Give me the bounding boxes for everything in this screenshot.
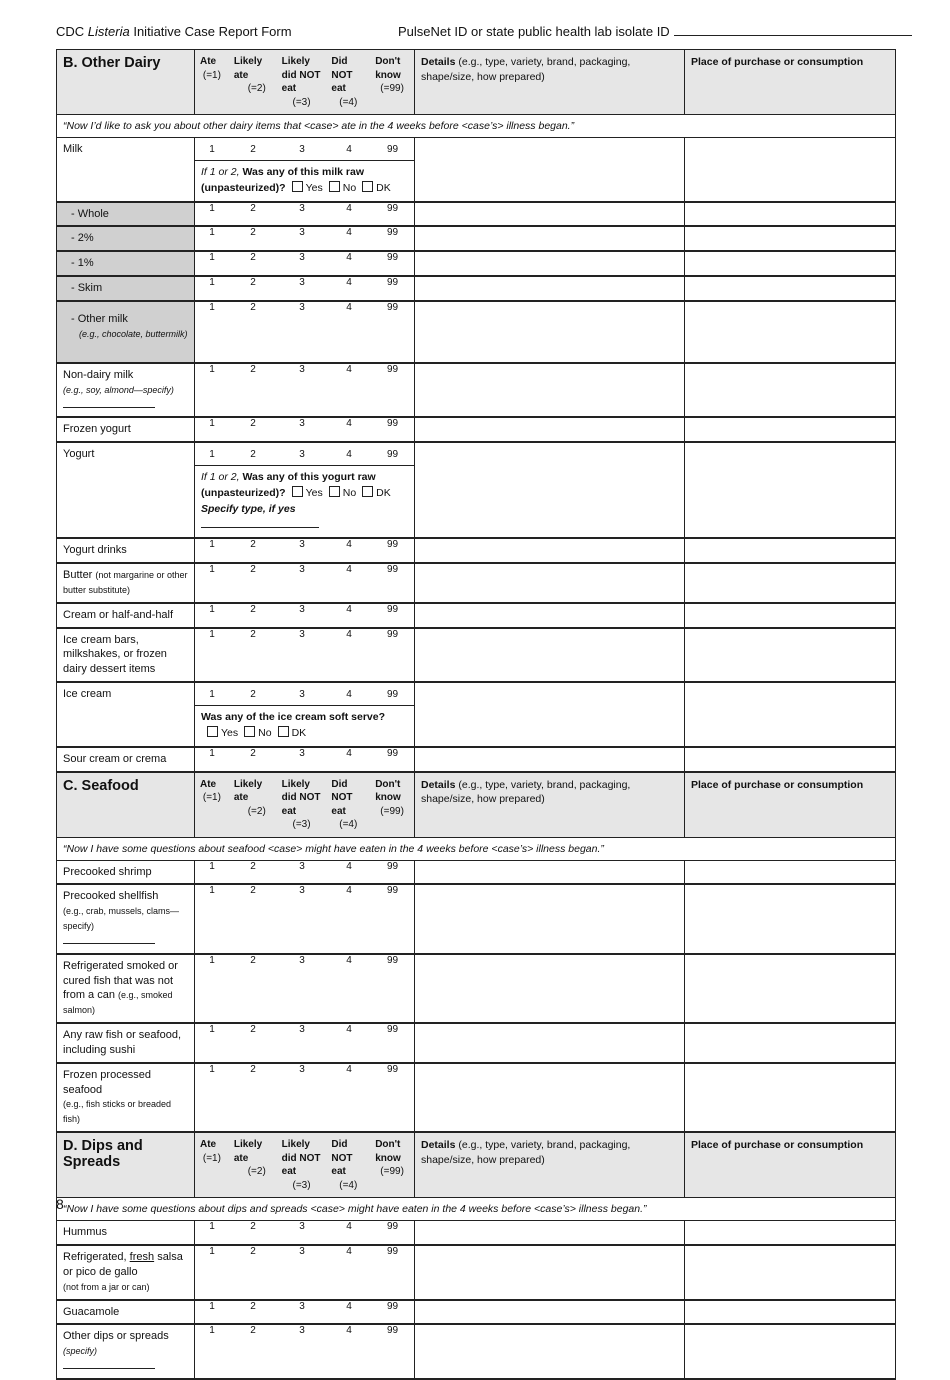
- details-cell[interactable]: [415, 682, 685, 747]
- details-cell[interactable]: [415, 251, 685, 276]
- details-cell[interactable]: [415, 226, 685, 251]
- place-cell[interactable]: [685, 1324, 896, 1379]
- place-cell[interactable]: [685, 884, 896, 953]
- dk-checkbox[interactable]: [362, 486, 373, 497]
- place-cell[interactable]: [685, 954, 896, 1023]
- frozen-yogurt-label: Frozen yogurt: [57, 417, 195, 442]
- code-likely-ate[interactable]: 2: [250, 860, 256, 872]
- code-likely-not[interactable]: 3: [299, 603, 305, 615]
- yes-checkbox[interactable]: [207, 726, 218, 737]
- code-did-not[interactable]: 4: [346, 954, 352, 966]
- specify-blank[interactable]: [63, 1359, 155, 1369]
- hummus-label: Hummus: [57, 1221, 195, 1245]
- yogurt-drinks-label: Yogurt drinks: [57, 538, 195, 563]
- code-dont-know[interactable]: 99: [386, 301, 399, 313]
- code-ate[interactable]: 1: [209, 418, 215, 430]
- code-did-not[interactable]: 4: [346, 1024, 352, 1036]
- code-likely-ate[interactable]: 2: [250, 539, 256, 551]
- dk-checkbox[interactable]: [278, 726, 289, 737]
- response-codes[interactable]: [195, 443, 414, 465]
- code-ate[interactable]: 1: [209, 301, 215, 313]
- details-cell[interactable]: [415, 1245, 685, 1300]
- code-ate[interactable]: 1: [209, 539, 215, 551]
- place-cell[interactable]: [685, 138, 896, 202]
- code-dont-know[interactable]: 99: [386, 363, 399, 375]
- code-dont-know[interactable]: 99: [386, 143, 399, 155]
- code-did-not[interactable]: 4: [346, 1246, 352, 1257]
- code-did-not[interactable]: 4: [346, 603, 352, 615]
- code-ate[interactable]: 1: [209, 448, 215, 460]
- place-cell[interactable]: [685, 860, 896, 884]
- smoked-fish-label: Refrigerated smoked or cured fish that was not from a can (e.g., smoked salmon): [57, 954, 195, 1023]
- details-cell[interactable]: [415, 628, 685, 683]
- place-header: Place of purchase or consumption: [685, 1132, 896, 1198]
- code-dont-know[interactable]: 99: [386, 1063, 399, 1075]
- followup-question: If 1 or 2, Was any of this milk raw (unpasteurized)? Yes No DK: [195, 160, 414, 201]
- code-likely-ate[interactable]: 2: [250, 418, 256, 430]
- response-codes[interactable]: [195, 604, 414, 615]
- code-likely-not[interactable]: 3: [299, 143, 305, 155]
- code-did-not[interactable]: 4: [346, 860, 352, 872]
- code-did-not[interactable]: 4: [346, 1300, 352, 1312]
- page-number: 8: [56, 1196, 64, 1212]
- section-title: B. Other Dairy: [57, 50, 195, 115]
- place-header: Place of purchase or consumption: [685, 772, 896, 838]
- code-likely-not[interactable]: 3: [299, 885, 305, 897]
- other-milk-label: - Other milk (e.g., chocolate, buttermilk): [57, 301, 195, 363]
- details-cell[interactable]: [415, 138, 685, 202]
- code-likely-ate[interactable]: 2: [250, 564, 256, 576]
- code-ate[interactable]: 1: [209, 747, 215, 759]
- details-cell[interactable]: [415, 1324, 685, 1379]
- response-codes[interactable]: [195, 1301, 414, 1312]
- followup-question: Was any of the ice cream soft serve? Yes No DK: [195, 705, 414, 746]
- code-ate[interactable]: 1: [209, 277, 215, 289]
- place-cell[interactable]: [685, 301, 896, 363]
- code-likely-ate[interactable]: 2: [250, 1246, 256, 1257]
- code-likely-ate[interactable]: 2: [250, 252, 256, 264]
- details-cell[interactable]: [415, 603, 685, 628]
- code-ate[interactable]: 1: [209, 202, 215, 214]
- other-dips-label: Other dips or spreads (specify): [57, 1324, 195, 1379]
- response-codes[interactable]: [195, 277, 414, 288]
- code-likely-ate[interactable]: 2: [250, 363, 256, 375]
- response-codes[interactable]: [195, 252, 414, 263]
- yes-checkbox[interactable]: [292, 181, 303, 192]
- code-dont-know[interactable]: 99: [386, 954, 399, 966]
- code-ate[interactable]: 1: [209, 1221, 215, 1233]
- interviewer-script: “Now I have some questions about seafood <case> might have eaten in the 4 weeks before <case’s> illness began.”: [57, 837, 896, 860]
- followup-question: If 1 or 2, Was any of this yogurt raw (unpasteurized)? Yes No DK Specify type, if yes: [195, 465, 414, 537]
- place-cell[interactable]: [685, 1063, 896, 1132]
- place-header: Place of purchase or consumption: [685, 50, 896, 115]
- code-dont-know[interactable]: 99: [386, 252, 399, 264]
- code-did-not[interactable]: 4: [346, 202, 352, 214]
- response-header: Ate (=1) Likely ate (=2) Likely did NOT eat (=3) Did NOT eat (=4) Don't know (=99): [195, 1132, 415, 1198]
- details-cell[interactable]: [415, 1023, 685, 1063]
- code-ate[interactable]: 1: [209, 603, 215, 615]
- code-ate[interactable]: 1: [209, 227, 215, 239]
- details-cell[interactable]: [415, 276, 685, 301]
- code-likely-not[interactable]: 3: [299, 301, 305, 313]
- details-cell[interactable]: [415, 301, 685, 363]
- code-did-not[interactable]: 4: [346, 1325, 352, 1337]
- section-title: D. Dips and Spreads: [57, 1132, 195, 1198]
- response-codes[interactable]: [195, 861, 414, 872]
- details-cell[interactable]: [415, 1221, 685, 1245]
- interviewer-script: “Now I’d like to ask you about other dairy items that <case> ate in the 4 weeks before <case’s> illness began.”: [57, 115, 896, 138]
- code-likely-ate[interactable]: 2: [250, 1063, 256, 1075]
- code-dont-know[interactable]: 99: [386, 688, 399, 700]
- code-likely-not[interactable]: 3: [299, 252, 305, 264]
- response-codes[interactable]: [195, 539, 414, 550]
- code-likely-not[interactable]: 3: [299, 202, 305, 214]
- milk-skim-label: - Skim: [57, 276, 195, 301]
- code-did-not[interactable]: 4: [346, 747, 352, 759]
- details-cell[interactable]: [415, 954, 685, 1023]
- code-ate[interactable]: 1: [209, 1024, 215, 1036]
- frozen-seafood-label: Frozen processed seafood (e.g., fish sticks or breaded fish): [57, 1063, 195, 1132]
- specify-blank[interactable]: [63, 934, 155, 944]
- code-likely-not[interactable]: 3: [299, 954, 305, 966]
- code-dont-know[interactable]: 99: [386, 603, 399, 615]
- code-did-not[interactable]: 4: [346, 143, 352, 155]
- code-ate[interactable]: 1: [209, 860, 215, 872]
- code-likely-ate[interactable]: 2: [250, 1325, 256, 1337]
- response-codes[interactable]: [195, 1221, 414, 1232]
- code-did-not[interactable]: 4: [346, 301, 352, 313]
- code-likely-ate[interactable]: 2: [250, 885, 256, 897]
- place-cell[interactable]: [685, 1221, 896, 1245]
- code-likely-ate[interactable]: 2: [250, 747, 256, 759]
- code-likely-ate[interactable]: 2: [250, 1221, 256, 1233]
- details-cell[interactable]: [415, 442, 685, 538]
- code-likely-not[interactable]: 3: [299, 1300, 305, 1312]
- code-did-not[interactable]: 4: [346, 564, 352, 576]
- details-cell[interactable]: [415, 1063, 685, 1132]
- code-likely-not[interactable]: 3: [299, 1063, 305, 1075]
- milk-1pct-label: - 1%: [57, 251, 195, 276]
- code-ate[interactable]: 1: [209, 564, 215, 576]
- response-header: Ate (=1) Likely ate (=2) Likely did NOT eat (=3) Did NOT eat (=4) Don't know (=99): [195, 772, 415, 838]
- details-cell[interactable]: [415, 1300, 685, 1325]
- place-cell[interactable]: [685, 538, 896, 563]
- code-likely-not[interactable]: 3: [299, 747, 305, 759]
- code-likely-not[interactable]: 3: [299, 1024, 305, 1036]
- details-cell[interactable]: [415, 363, 685, 418]
- pulsenet-id-field[interactable]: PulseNet ID or state public health lab isolate ID: [398, 24, 912, 39]
- code-likely-not[interactable]: 3: [299, 1246, 305, 1257]
- response-codes[interactable]: [195, 1246, 414, 1257]
- code-dont-know[interactable]: 99: [386, 1221, 399, 1233]
- no-checkbox[interactable]: [244, 726, 255, 737]
- code-dont-know[interactable]: 99: [386, 202, 399, 214]
- code-dont-know[interactable]: 99: [386, 885, 399, 897]
- precooked-shrimp-label: Precooked shrimp: [57, 860, 195, 884]
- code-ate[interactable]: 1: [209, 363, 215, 375]
- code-likely-not[interactable]: 3: [299, 628, 305, 640]
- response-codes[interactable]: [195, 1024, 414, 1035]
- code-did-not[interactable]: 4: [346, 227, 352, 239]
- response-codes[interactable]: [195, 1325, 414, 1336]
- ice-cream-label: Ice cream: [57, 682, 195, 747]
- details-header: Details (e.g., type, variety, brand, packaging, shape/size, how prepared): [415, 772, 685, 838]
- details-cell[interactable]: [415, 202, 685, 227]
- code-ate[interactable]: 1: [209, 885, 215, 897]
- place-cell[interactable]: [685, 628, 896, 683]
- code-likely-not[interactable]: 3: [299, 363, 305, 375]
- code-ate[interactable]: 1: [209, 252, 215, 264]
- yogurt-type-blank[interactable]: [201, 518, 319, 528]
- milk-whole-label: - Whole: [57, 202, 195, 227]
- yes-checkbox[interactable]: [292, 486, 303, 497]
- response-codes[interactable]: [195, 203, 414, 214]
- code-likely-ate[interactable]: 2: [250, 143, 256, 155]
- specify-blank[interactable]: [63, 398, 155, 408]
- form-title: CDC Listeria Initiative Case Report Form: [56, 24, 292, 39]
- response-codes[interactable]: [195, 885, 414, 896]
- no-checkbox[interactable]: [329, 486, 340, 497]
- code-dont-know[interactable]: 99: [386, 227, 399, 239]
- interviewer-script: “Now I have some questions about dips and spreads <case> might have eaten in the 4 weeks before <case’s> illness began.”: [57, 1198, 896, 1221]
- section-title: C. Seafood: [57, 772, 195, 838]
- code-likely-not[interactable]: 3: [299, 418, 305, 430]
- pulsenet-id-blank[interactable]: [674, 25, 912, 36]
- code-dont-know[interactable]: 99: [386, 448, 399, 460]
- response-codes[interactable]: [195, 629, 414, 640]
- code-likely-ate[interactable]: 2: [250, 688, 256, 700]
- details-cell[interactable]: [415, 747, 685, 772]
- place-cell[interactable]: [685, 417, 896, 442]
- details-header: Details (e.g., type, variety, brand, packaging, shape/size, how prepared): [415, 50, 685, 115]
- code-dont-know[interactable]: 99: [386, 418, 399, 430]
- details-cell[interactable]: [415, 538, 685, 563]
- code-dont-know[interactable]: 99: [386, 747, 399, 759]
- code-ate[interactable]: 1: [209, 1300, 215, 1312]
- code-dont-know[interactable]: 99: [386, 860, 399, 872]
- response-codes[interactable]: [195, 564, 414, 575]
- raw-fish-label: Any raw fish or seafood, including sushi: [57, 1023, 195, 1063]
- details-header: Details (e.g., type, variety, brand, packaging, shape/size, how prepared): [415, 1132, 685, 1198]
- butter-label: Butter (not margarine or other butter substitute): [57, 563, 195, 603]
- code-likely-not[interactable]: 3: [299, 564, 305, 576]
- code-likely-not[interactable]: 3: [299, 227, 305, 239]
- non-dairy-milk-label: Non-dairy milk (e.g., soy, almond—specify): [57, 363, 195, 418]
- code-likely-not[interactable]: 3: [299, 688, 305, 700]
- details-cell[interactable]: [415, 884, 685, 953]
- response-codes[interactable]: [195, 364, 414, 375]
- code-likely-ate[interactable]: 2: [250, 277, 256, 289]
- response-codes[interactable]: [195, 227, 414, 238]
- code-did-not[interactable]: 4: [346, 688, 352, 700]
- response-header: Ate (=1) Likely ate (=2) Likely did NOT eat (=3) Did NOT eat (=4) Don't know (=99): [195, 50, 415, 115]
- code-likely-ate[interactable]: 2: [250, 301, 256, 313]
- place-cell[interactable]: [685, 682, 896, 747]
- place-cell[interactable]: [685, 1245, 896, 1300]
- code-did-not[interactable]: 4: [346, 1221, 352, 1233]
- response-codes[interactable]: [195, 748, 414, 759]
- place-cell[interactable]: [685, 747, 896, 772]
- code-likely-not[interactable]: 3: [299, 277, 305, 289]
- code-likely-not[interactable]: 3: [299, 860, 305, 872]
- code-dont-know[interactable]: 99: [386, 1024, 399, 1036]
- place-cell[interactable]: [685, 563, 896, 603]
- code-dont-know[interactable]: 99: [386, 1300, 399, 1312]
- place-cell[interactable]: [685, 251, 896, 276]
- code-dont-know[interactable]: 99: [386, 1246, 399, 1257]
- place-cell[interactable]: [685, 276, 896, 301]
- response-codes[interactable]: [195, 418, 414, 429]
- code-dont-know[interactable]: 99: [386, 277, 399, 289]
- cream-label: Cream or half-and-half: [57, 603, 195, 628]
- code-likely-not[interactable]: 3: [299, 539, 305, 551]
- details-cell[interactable]: [415, 417, 685, 442]
- response-codes[interactable]: [195, 1064, 414, 1075]
- code-did-not[interactable]: 4: [346, 885, 352, 897]
- code-did-not[interactable]: 4: [346, 539, 352, 551]
- code-did-not[interactable]: 4: [346, 628, 352, 640]
- food-history-table: [56, 49, 896, 1380]
- code-likely-ate[interactable]: 2: [250, 227, 256, 239]
- code-dont-know[interactable]: 99: [386, 1325, 399, 1337]
- code-ate[interactable]: 1: [209, 143, 215, 155]
- response-codes[interactable]: [195, 302, 414, 313]
- milk-2pct-label: - 2%: [57, 226, 195, 251]
- response-codes[interactable]: [195, 955, 414, 966]
- code-dont-know[interactable]: 99: [386, 539, 399, 551]
- code-likely-ate[interactable]: 2: [250, 1024, 256, 1036]
- place-cell[interactable]: [685, 1300, 896, 1325]
- code-ate[interactable]: 1: [209, 954, 215, 966]
- code-likely-not[interactable]: 3: [299, 1325, 305, 1337]
- code-did-not[interactable]: 4: [346, 1063, 352, 1075]
- place-cell[interactable]: [685, 363, 896, 418]
- code-ate[interactable]: 1: [209, 1063, 215, 1075]
- code-likely-not[interactable]: 3: [299, 448, 305, 460]
- precooked-shellfish-label: Precooked shellfish (e.g., crab, mussels, clams—specify): [57, 884, 195, 953]
- code-did-not[interactable]: 4: [346, 277, 352, 289]
- response-codes[interactable]: [195, 138, 414, 160]
- code-likely-ate[interactable]: 2: [250, 628, 256, 640]
- no-checkbox[interactable]: [329, 181, 340, 192]
- code-ate[interactable]: 1: [209, 1325, 215, 1337]
- milk-label: Milk: [57, 138, 195, 202]
- place-cell[interactable]: [685, 442, 896, 538]
- yogurt-label: Yogurt: [57, 442, 195, 538]
- code-did-not[interactable]: 4: [346, 252, 352, 264]
- code-did-not[interactable]: 4: [346, 418, 352, 430]
- code-likely-ate[interactable]: 2: [250, 1300, 256, 1312]
- code-ate[interactable]: 1: [209, 628, 215, 640]
- place-cell[interactable]: [685, 603, 896, 628]
- code-likely-ate[interactable]: 2: [250, 954, 256, 966]
- code-likely-ate[interactable]: 2: [250, 448, 256, 460]
- code-dont-know[interactable]: 99: [386, 628, 399, 640]
- place-cell[interactable]: [685, 1023, 896, 1063]
- details-cell[interactable]: [415, 860, 685, 884]
- ice-cream-bars-label: Ice cream bars, milkshakes, or frozen dairy dessert items: [57, 628, 195, 683]
- details-cell[interactable]: [415, 563, 685, 603]
- sour-cream-label: Sour cream or crema: [57, 747, 195, 772]
- dk-checkbox[interactable]: [362, 181, 373, 192]
- response-codes[interactable]: [195, 683, 414, 705]
- code-did-not[interactable]: 4: [346, 448, 352, 460]
- place-cell[interactable]: [685, 226, 896, 251]
- code-ate[interactable]: 1: [209, 688, 215, 700]
- guacamole-label: Guacamole: [57, 1300, 195, 1325]
- code-likely-ate[interactable]: 2: [250, 603, 256, 615]
- code-ate[interactable]: 1: [209, 1246, 215, 1257]
- code-likely-not[interactable]: 3: [299, 1221, 305, 1233]
- salsa-label: Refrigerated, fresh salsa or pico de gallo (not from a jar or can): [57, 1245, 195, 1300]
- code-did-not[interactable]: 4: [346, 363, 352, 375]
- code-dont-know[interactable]: 99: [386, 564, 399, 576]
- place-cell[interactable]: [685, 202, 896, 227]
- code-likely-ate[interactable]: 2: [250, 202, 256, 214]
